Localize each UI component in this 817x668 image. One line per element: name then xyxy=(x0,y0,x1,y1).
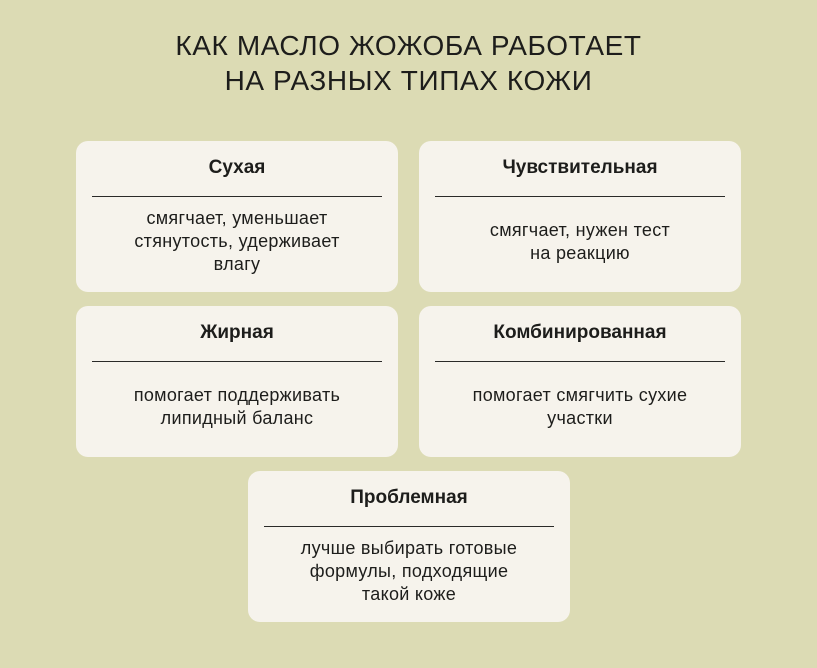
card-text-line: стянутость, удерживает xyxy=(134,231,340,251)
card-title-oily: Жирная xyxy=(200,322,274,343)
card-oily-skin xyxy=(76,306,398,457)
card-sensitive-skin xyxy=(419,141,741,292)
page-title-line-2: НА РАЗНЫХ ТИПАХ КОЖИ xyxy=(224,65,593,96)
card-text-line: на реакцию xyxy=(530,242,630,263)
card-title-sensitive: Чувствительная xyxy=(502,157,658,178)
card-text-line: участки xyxy=(547,407,613,428)
card-title-combination: Комбинированная xyxy=(493,322,667,343)
card-body-oily xyxy=(96,362,378,451)
card-text-line: смягчает, нужен тест xyxy=(489,219,671,240)
card-text-line: помогает поддерживать xyxy=(133,384,341,405)
card-combination-skin xyxy=(419,306,741,457)
card-body-dry xyxy=(96,197,378,286)
card-text-line: влагу xyxy=(213,254,261,274)
card-text-line: помогает смягчить сухие xyxy=(472,384,688,405)
card-body-problem xyxy=(268,527,550,616)
card-text-line: лучше выбирать готовые xyxy=(300,538,518,558)
card-text-line: такой коже xyxy=(361,584,457,604)
page-title xyxy=(0,28,817,98)
card-text-line: формулы, подходящие xyxy=(309,561,509,581)
card-body-sensitive xyxy=(439,197,721,286)
card-title-problem: Проблемная xyxy=(350,487,468,508)
card-body-combination xyxy=(439,362,721,451)
card-title-dry: Сухая xyxy=(208,157,266,178)
card-text-line: липидный баланс xyxy=(160,407,314,428)
page-title-line-1: КАК МАСЛО ЖОЖОБА РАБОТАЕТ xyxy=(175,30,642,61)
card-problem-skin xyxy=(248,471,570,622)
card-text-line: смягчает, уменьшает xyxy=(146,208,328,228)
card-dry-skin xyxy=(76,141,398,292)
